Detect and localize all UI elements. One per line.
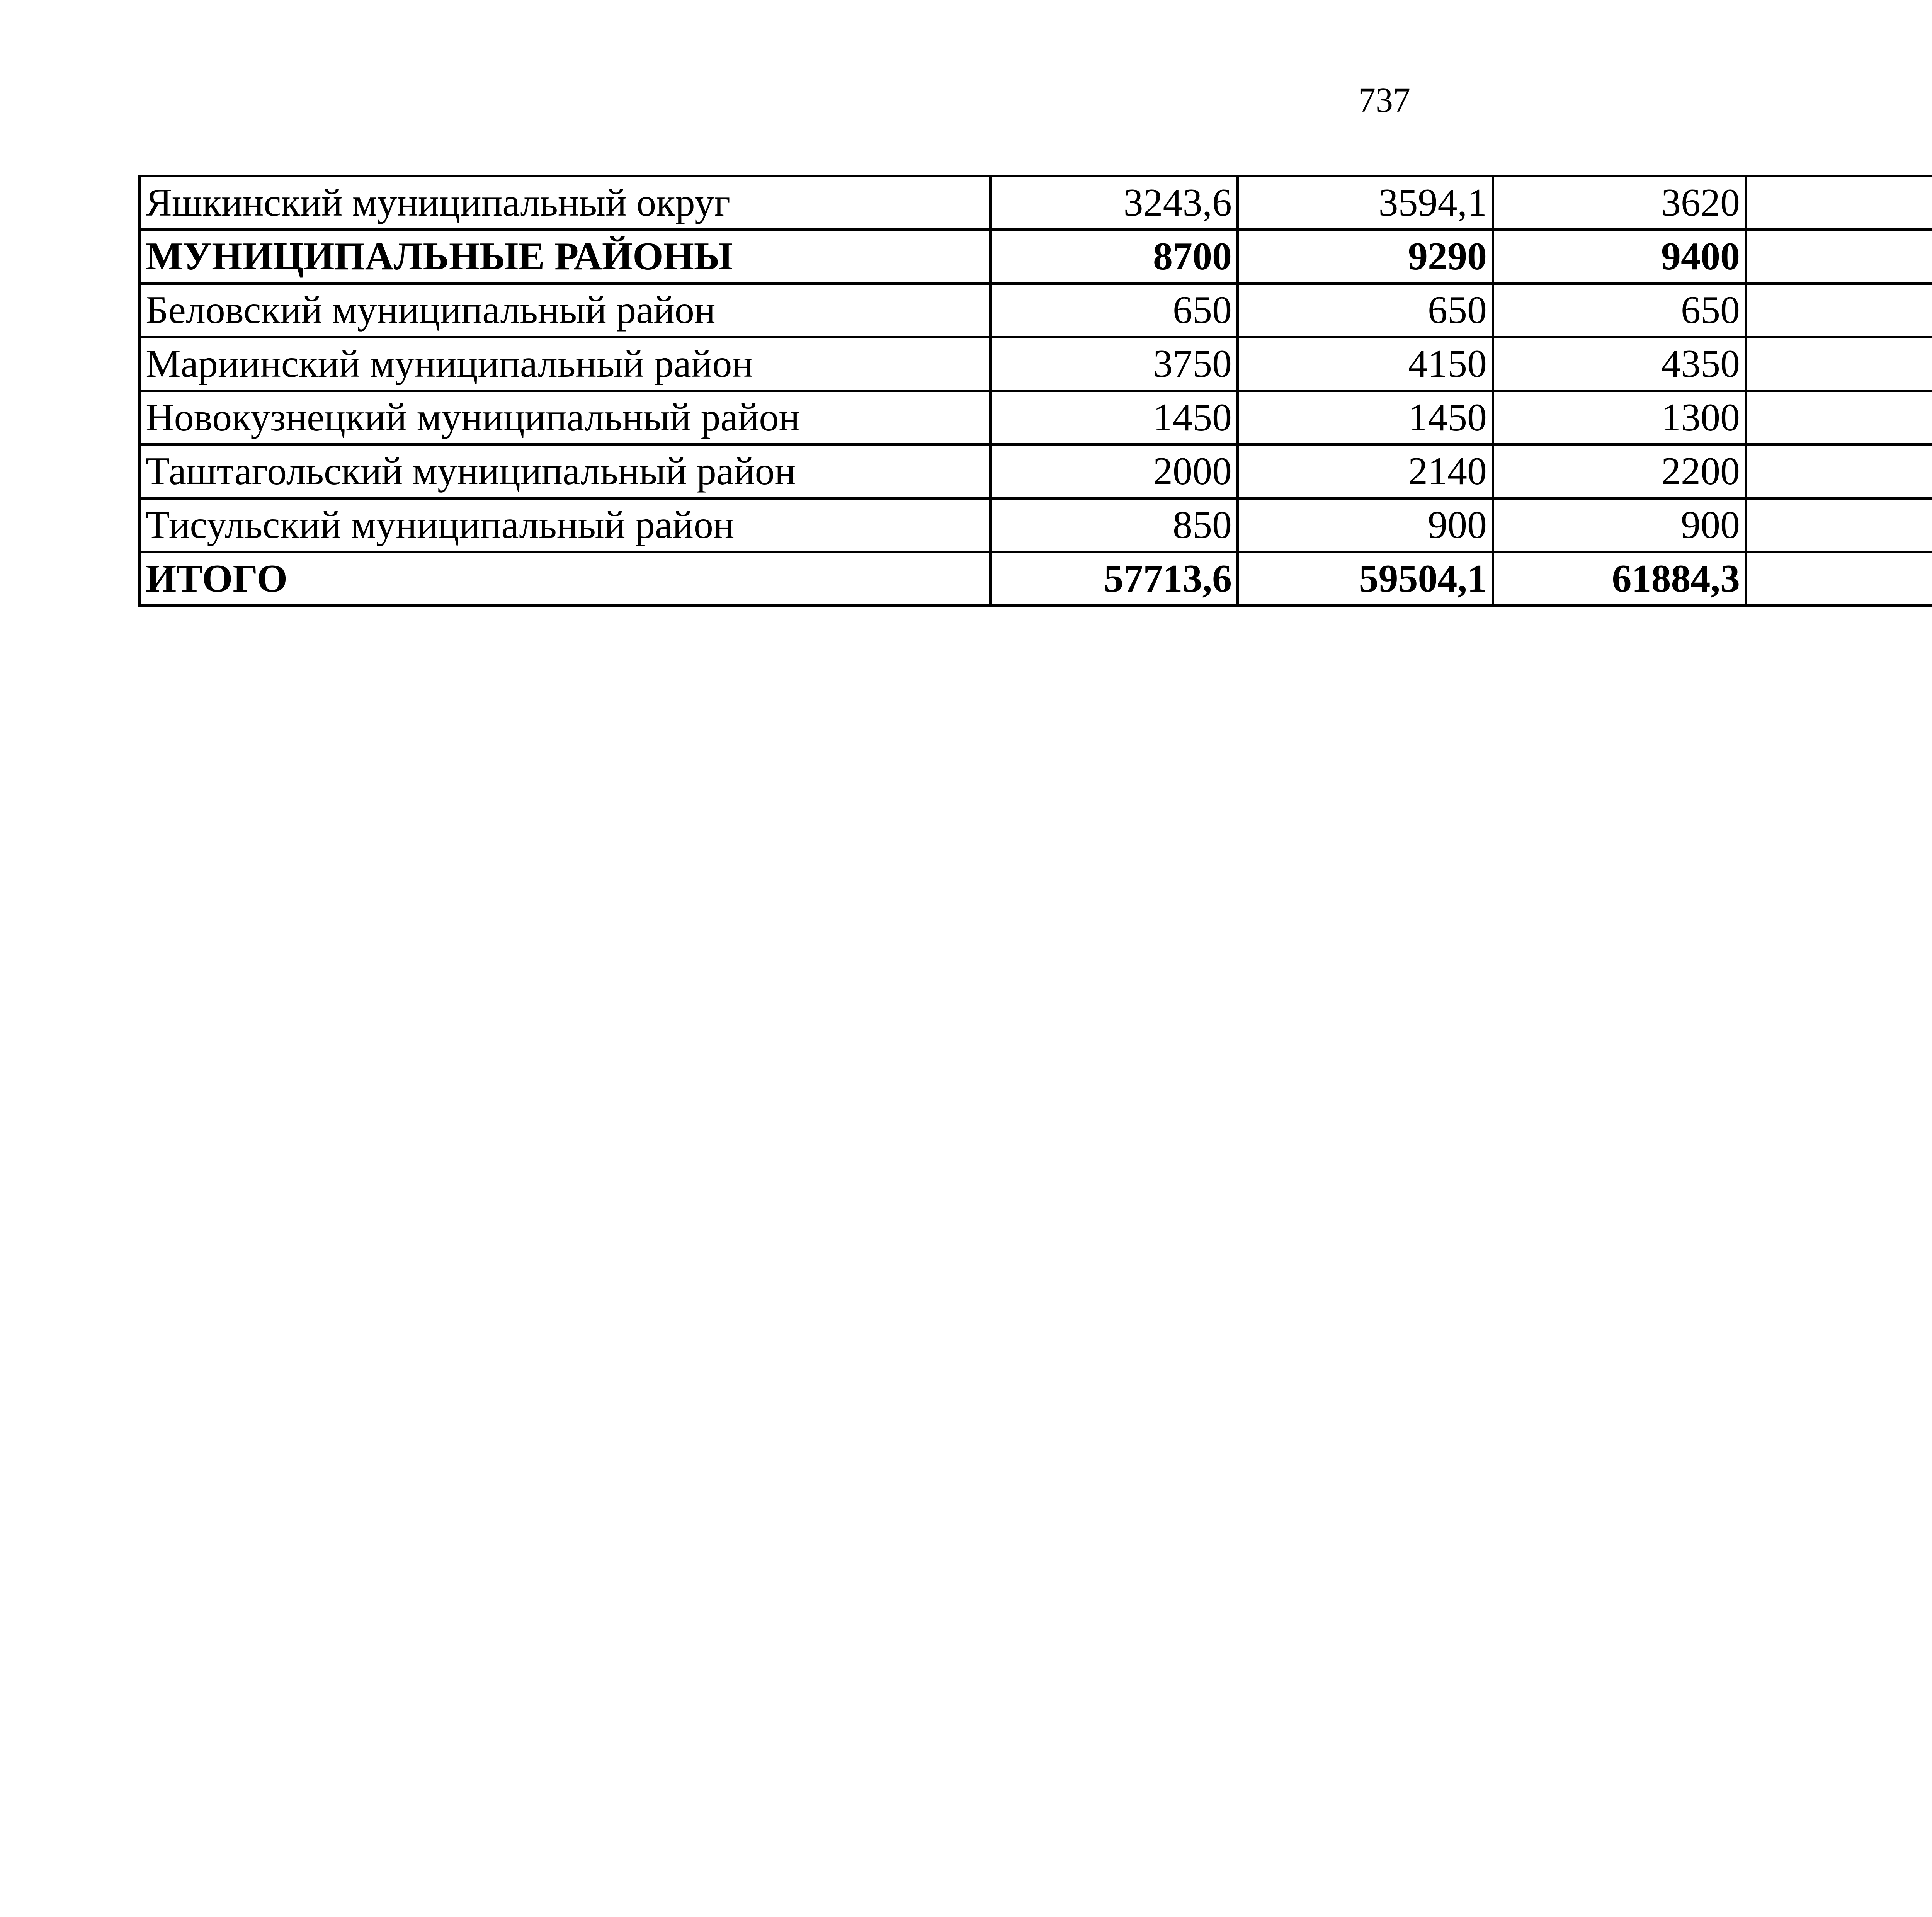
row-value: 2200 [1493,445,1746,498]
row-name: Яшкинский муниципальный округ [140,176,991,230]
row-value: 650 [991,284,1238,337]
row-value [1746,445,1932,498]
page-number: 737 [1358,81,1410,119]
row-value [1746,176,1932,230]
table-row [140,337,1932,391]
row-name: Мариинский муниципальный район [140,337,991,391]
row-name: Новокузнецкий муниципальный район [140,391,991,445]
table-row [140,284,1932,337]
row-value: 850 [991,498,1238,552]
row-value: 1450 [991,391,1238,445]
budget-table [138,175,1932,607]
row-name: Таштагольский муниципальный район [140,445,991,498]
row-value: 59504,1 [1238,552,1493,606]
row-name: Тисульский муниципальный район [140,498,991,552]
row-value: 3594,1 [1238,176,1493,230]
row-value [1746,230,1932,284]
row-value: 650 [1493,284,1746,337]
row-value: 3243,6 [991,176,1238,230]
row-value: 900 [1493,498,1746,552]
row-value: 3620 [1493,176,1746,230]
row-value [1746,552,1932,606]
row-name: Беловский муниципальный район [140,284,991,337]
table-row-total [140,552,1932,606]
row-value: 4350 [1493,337,1746,391]
table-row [140,176,1932,230]
row-name: МУНИЦИПАЛЬНЫЕ РАЙОНЫ [140,230,991,284]
row-value [1746,391,1932,445]
table-row [140,445,1932,498]
table-row [140,391,1932,445]
table-body [140,176,1932,606]
row-value: 9400 [1493,230,1746,284]
row-value: 900 [1238,498,1493,552]
row-value: 1300 [1493,391,1746,445]
row-value [1746,498,1932,552]
row-value: 3750 [991,337,1238,391]
table-row [140,498,1932,552]
row-value [1746,337,1932,391]
row-value: 57713,6 [991,552,1238,606]
row-value: 9290 [1238,230,1493,284]
row-value: 2000 [991,445,1238,498]
row-value [1746,284,1932,337]
row-value: 4150 [1238,337,1493,391]
row-name: ИТОГО [140,552,991,606]
row-value: 2140 [1238,445,1493,498]
row-value: 1450 [1238,391,1493,445]
row-value: 650 [1238,284,1493,337]
row-value: 8700 [991,230,1238,284]
row-value: 61884,3 [1493,552,1746,606]
table-row-subtotal [140,230,1932,284]
